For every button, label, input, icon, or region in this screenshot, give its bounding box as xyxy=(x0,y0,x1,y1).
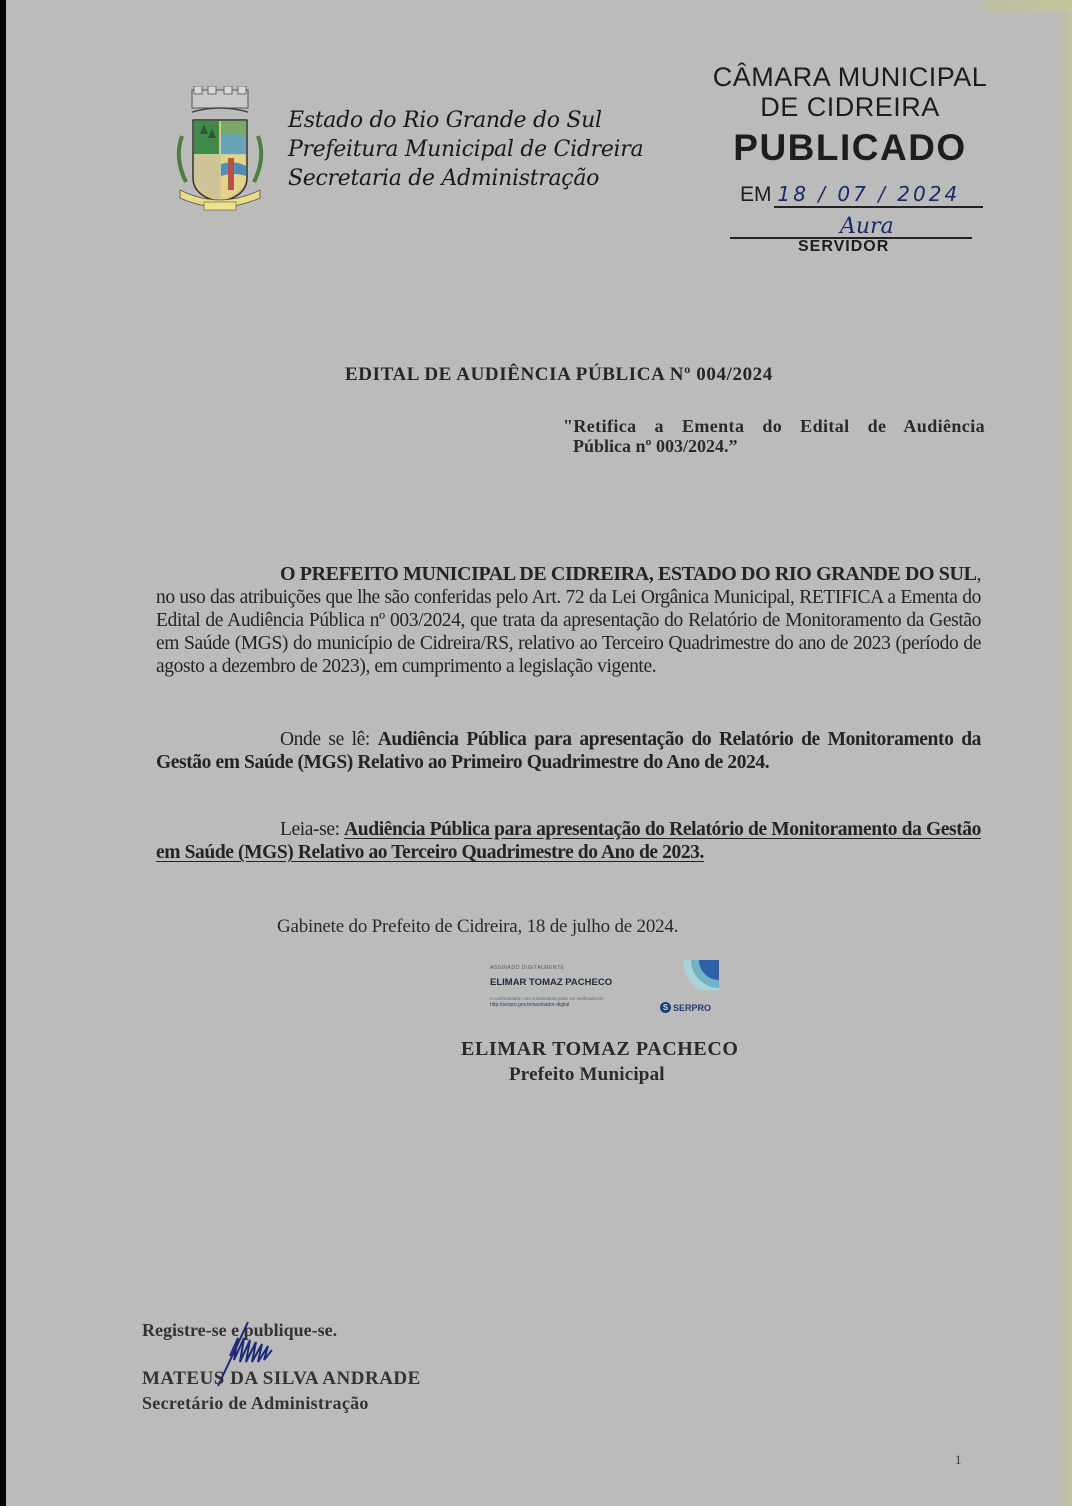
paragraph-retifica-body: , no uso das atribuições que lhe são conferidas pelo Art. 72 da Lei Orgânica Municipal, RETIFICA a Ementa do Edital de Audiência Pública nº 003/2024, que trata da apresentação do Relatório de Monitoramento da Gestão em Saúde (MGS) do município de Cidreira/RS, relativo ao Terceiro Quadrimestre do ano de 2023 (período de agosto a dezembro de 2023), em cumprimento a legislação vigente. xyxy=(156,564,981,677)
scan-edge-right xyxy=(1054,0,1072,1506)
document-title: EDITAL DE AUDIÊNCIA PÚBLICA Nº 004/2024 xyxy=(345,364,773,385)
ementa-line-2: Pública nº 003/2024.” xyxy=(573,436,738,456)
stamp-date: 18 / 07 / 2024 xyxy=(774,182,983,208)
paragraph-onde-se-le xyxy=(156,728,981,774)
stamp-signature: Aura xyxy=(840,214,894,239)
onde-se-le-text: Audiência Pública para apresentação do Relatório de Monitoramento da Gestão em Saúde (MGS) Relativo ao Primeiro Quadrimestre do Ano de 2024. xyxy=(156,729,981,773)
onde-se-le-label: Onde se lê: xyxy=(280,729,378,750)
digital-signature-url[interactable]: http://serpro.gov.br/assinador-digital xyxy=(490,1002,570,1008)
stamp-em-label: EM xyxy=(740,183,772,206)
signer-role: Prefeito Municipal xyxy=(509,1064,665,1085)
institution-header xyxy=(288,106,643,193)
header-prefecture: Prefeitura Municipal de Cidreira xyxy=(288,137,644,162)
stamp-line-1: CÂMARA MUNICIPAL xyxy=(712,62,988,92)
scan-edge-left xyxy=(0,0,6,1506)
coat-of-arms-icon xyxy=(168,86,272,214)
secretary-name: MATEUS DA SILVA ANDRADE xyxy=(142,1368,421,1389)
digital-signature-verify-text: A conformidade com a assinatura pode ser verificada em xyxy=(490,996,604,1001)
paragraph-retifica xyxy=(156,563,981,678)
page-number: 1 xyxy=(955,1452,962,1467)
ementa xyxy=(563,416,985,456)
dateline: Gabinete do Prefeito de Cidreira, 18 de julho de 2024. xyxy=(277,916,679,937)
stamp-line-2: DE CIDREIRA xyxy=(760,92,940,122)
publication-stamp xyxy=(700,62,1000,255)
serpro-label: SERPRO xyxy=(673,1002,712,1013)
digital-signature-block xyxy=(487,960,727,1020)
leia-se-label: Leia-se: xyxy=(280,819,345,840)
serpro-icon: S xyxy=(660,1002,671,1013)
registre-publique: Registre-se e publique-se. xyxy=(142,1320,338,1340)
header-department: Secretaria de Administração xyxy=(288,166,600,191)
stamp-signer-label: SERVIDOR xyxy=(798,238,890,255)
stamp-status: PUBLICADO xyxy=(733,127,967,168)
header-state: Estado do Rio Grande do Sul xyxy=(288,108,602,133)
digital-signature-caption: ASSINADO DIGITALMENTE xyxy=(490,965,565,971)
digital-signature-name: ELIMAR TOMAZ PACHECO xyxy=(490,977,613,988)
signature-arc-icon xyxy=(681,960,719,990)
signer-name: ELIMAR TOMAZ PACHECO xyxy=(461,1038,739,1060)
paragraph-retifica-lead: O PREFEITO MUNICIPAL DE CIDREIRA, ESTADO DO RIO GRANDE DO SUL xyxy=(280,563,977,585)
leia-se-text: Audiência Pública para apresentação do Relatório de Monitoramento da Gestão em Saúde (MGS) Relativo ao Terceiro Quadrimestre do Ano de 2023. xyxy=(156,819,981,863)
secretary-role: Secretário de Administração xyxy=(142,1393,369,1413)
scan-edge-top xyxy=(982,0,1072,12)
serpro-logo xyxy=(660,1002,711,1013)
paragraph-leia-se xyxy=(156,818,981,864)
stamp-date-row xyxy=(740,182,980,208)
ementa-line-1: "Retifica a Ementa do Edital de Audiência xyxy=(563,416,985,436)
